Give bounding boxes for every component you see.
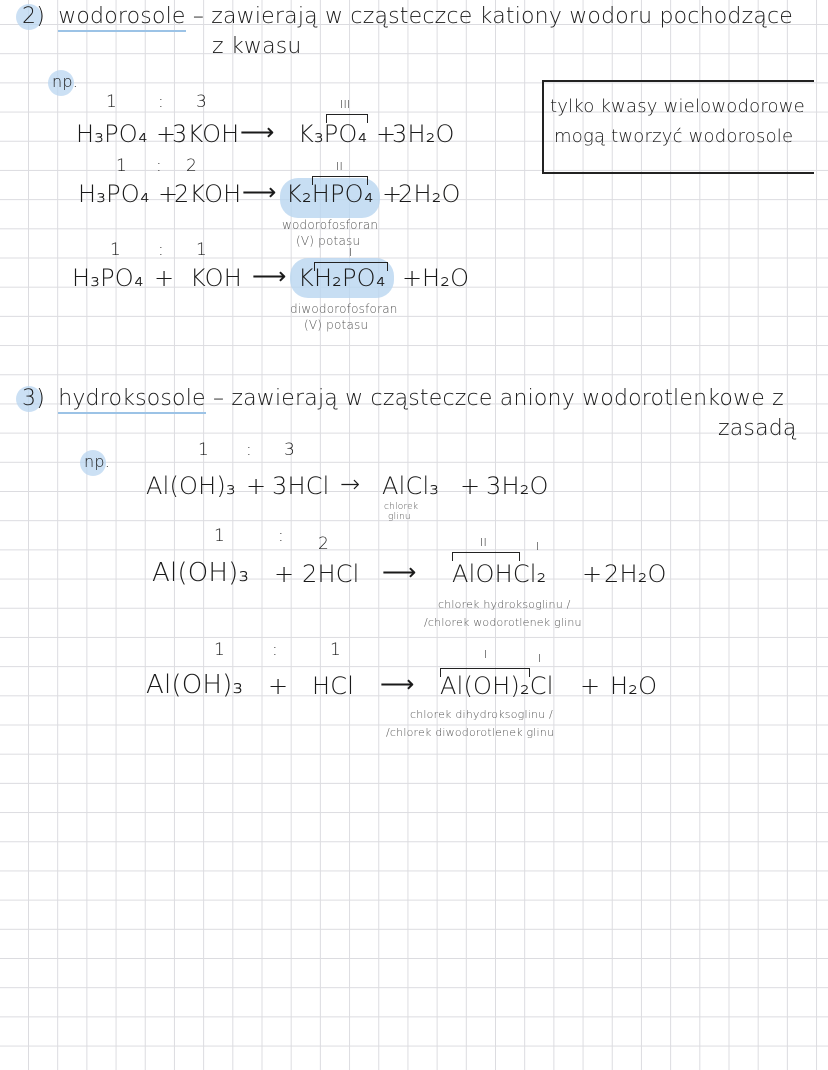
ratio-right: 1 xyxy=(330,640,342,660)
product-salt: AlCl₃ xyxy=(382,472,440,500)
section-number: 2) xyxy=(22,4,45,29)
section-definition-cont: z kwasu xyxy=(212,34,302,59)
product-salt: Al(OH)₂Cl xyxy=(440,672,554,700)
valence-mark-chlorine: I xyxy=(538,652,542,665)
plus-sign: + xyxy=(156,120,177,148)
note-line-1: tylko kwasy wielowodorowe xyxy=(550,96,805,117)
ratio-separator: : xyxy=(278,526,284,546)
ratio-right: 2 xyxy=(186,156,198,176)
product-name-line-2: /chlorek wodorotlenek glinu xyxy=(424,616,582,629)
section-3-heading xyxy=(22,386,784,411)
section-number: 3) xyxy=(22,386,45,411)
product-name-line-1: wodorofosforan xyxy=(282,218,379,232)
ratio-left: 1 xyxy=(198,440,210,460)
ratio-separator: : xyxy=(158,240,164,260)
product-water: H₂O xyxy=(610,672,658,700)
section-definition: – zawierają w cząsteczce kationy wodoru pochodzące xyxy=(192,4,794,29)
product-name-line-1: diwodorofosforan xyxy=(290,302,398,316)
product-water: 3H₂O xyxy=(486,472,549,500)
reactant-acid: H₃PO₄ xyxy=(72,264,144,292)
plus-sign: + xyxy=(376,120,397,148)
reactant-base: Al(OH)₃ xyxy=(146,670,244,700)
reaction-arrow: → xyxy=(340,470,361,498)
reactant-base: Al(OH)₃ xyxy=(146,472,236,500)
product-water: 2H₂O xyxy=(604,560,667,588)
ratio-separator: : xyxy=(272,640,278,660)
reaction-arrow: ⟶ xyxy=(382,558,417,586)
reaction-arrow: ⟶ xyxy=(380,670,415,698)
ratio-left: 1 xyxy=(116,156,128,176)
valence-mark-chlorine: I xyxy=(536,540,540,553)
section-term: wodorosole xyxy=(58,4,185,32)
valence-mark-group: I xyxy=(484,648,488,661)
plus-sign: + xyxy=(582,560,603,588)
plus-sign: + xyxy=(268,672,289,700)
section-term: hydroksosole xyxy=(58,386,206,414)
product-name-line-1: chlorek dihydroksoglinu / xyxy=(410,708,553,721)
ratio-right: 2 xyxy=(318,534,330,554)
product-salt: K₃PO₄ xyxy=(298,120,368,148)
ratio-right: 3 xyxy=(284,440,296,460)
ratio-right: 1 xyxy=(196,240,208,260)
ratio-separator: : xyxy=(246,440,252,460)
plus-sign: + xyxy=(580,672,601,700)
product-water: H₂O xyxy=(422,264,470,292)
ratio-separator: : xyxy=(156,156,162,176)
reaction-arrow: ⟶ xyxy=(252,262,287,290)
reactant-acid: HCl xyxy=(312,672,355,700)
product-salt: KH₂PO₄ xyxy=(298,264,386,292)
plus-sign: + xyxy=(382,180,403,208)
reactant-base: 2KOH xyxy=(174,180,242,208)
product-water: 3H₂O xyxy=(392,120,455,148)
product-water: 2H₂O xyxy=(398,180,461,208)
reaction-arrow: ⟶ xyxy=(242,178,277,206)
product-salt: AlOHCl₂ xyxy=(452,560,547,588)
ratio-left: 1 xyxy=(214,526,226,546)
reactant-acid: H₃PO₄ xyxy=(76,120,148,148)
reactant-acid: 3HCl xyxy=(272,472,330,500)
section-definition-cont: zasadą xyxy=(718,416,797,441)
valence-mark: III xyxy=(340,98,351,111)
product-name-line-2: (V) potasu xyxy=(296,234,361,248)
product-name-line-2: glinu xyxy=(388,512,411,522)
ratio-left: 1 xyxy=(214,640,226,660)
product-name-line-1: chlorek xyxy=(384,502,419,512)
reactant-acid: 2HCl xyxy=(302,560,360,588)
reactant-base: Al(OH)₃ xyxy=(152,558,250,588)
reactant-acid: H₃PO₄ xyxy=(78,180,150,208)
ratio-left: 1 xyxy=(106,92,118,112)
note-line-2: mogą tworzyć wodorosole xyxy=(554,126,794,147)
reactant-base: KOH xyxy=(190,264,242,292)
valence-mark-group: II xyxy=(480,536,487,549)
plus-sign: + xyxy=(274,560,295,588)
product-name-line-2: /chlorek diwodorotlenek glinu xyxy=(386,726,555,739)
plus-sign: + xyxy=(246,472,267,500)
plus-sign: + xyxy=(154,264,175,292)
product-name-line-1: chlorek hydroksoglinu / xyxy=(438,598,571,611)
product-salt: K₂HPO₄ xyxy=(286,180,374,208)
example-label: np. xyxy=(52,72,78,91)
section-definition: – zawierają w cząsteczce aniony wodorotlenkowe z xyxy=(212,386,784,411)
ratio-left: 1 xyxy=(110,240,122,260)
plus-sign: + xyxy=(402,264,423,292)
ratio-right: 3 xyxy=(196,92,208,112)
reaction-arrow: ⟶ xyxy=(240,118,275,146)
product-name-line-2: (V) potasu xyxy=(304,318,369,332)
plus-sign: + xyxy=(158,180,179,208)
example-label: np. xyxy=(84,452,110,471)
plus-sign: + xyxy=(460,472,481,500)
ratio-separator: : xyxy=(158,92,164,112)
valence-mark: II xyxy=(336,160,343,173)
valence-mark: I xyxy=(349,246,353,259)
reactant-base: 3KOH xyxy=(172,120,240,148)
